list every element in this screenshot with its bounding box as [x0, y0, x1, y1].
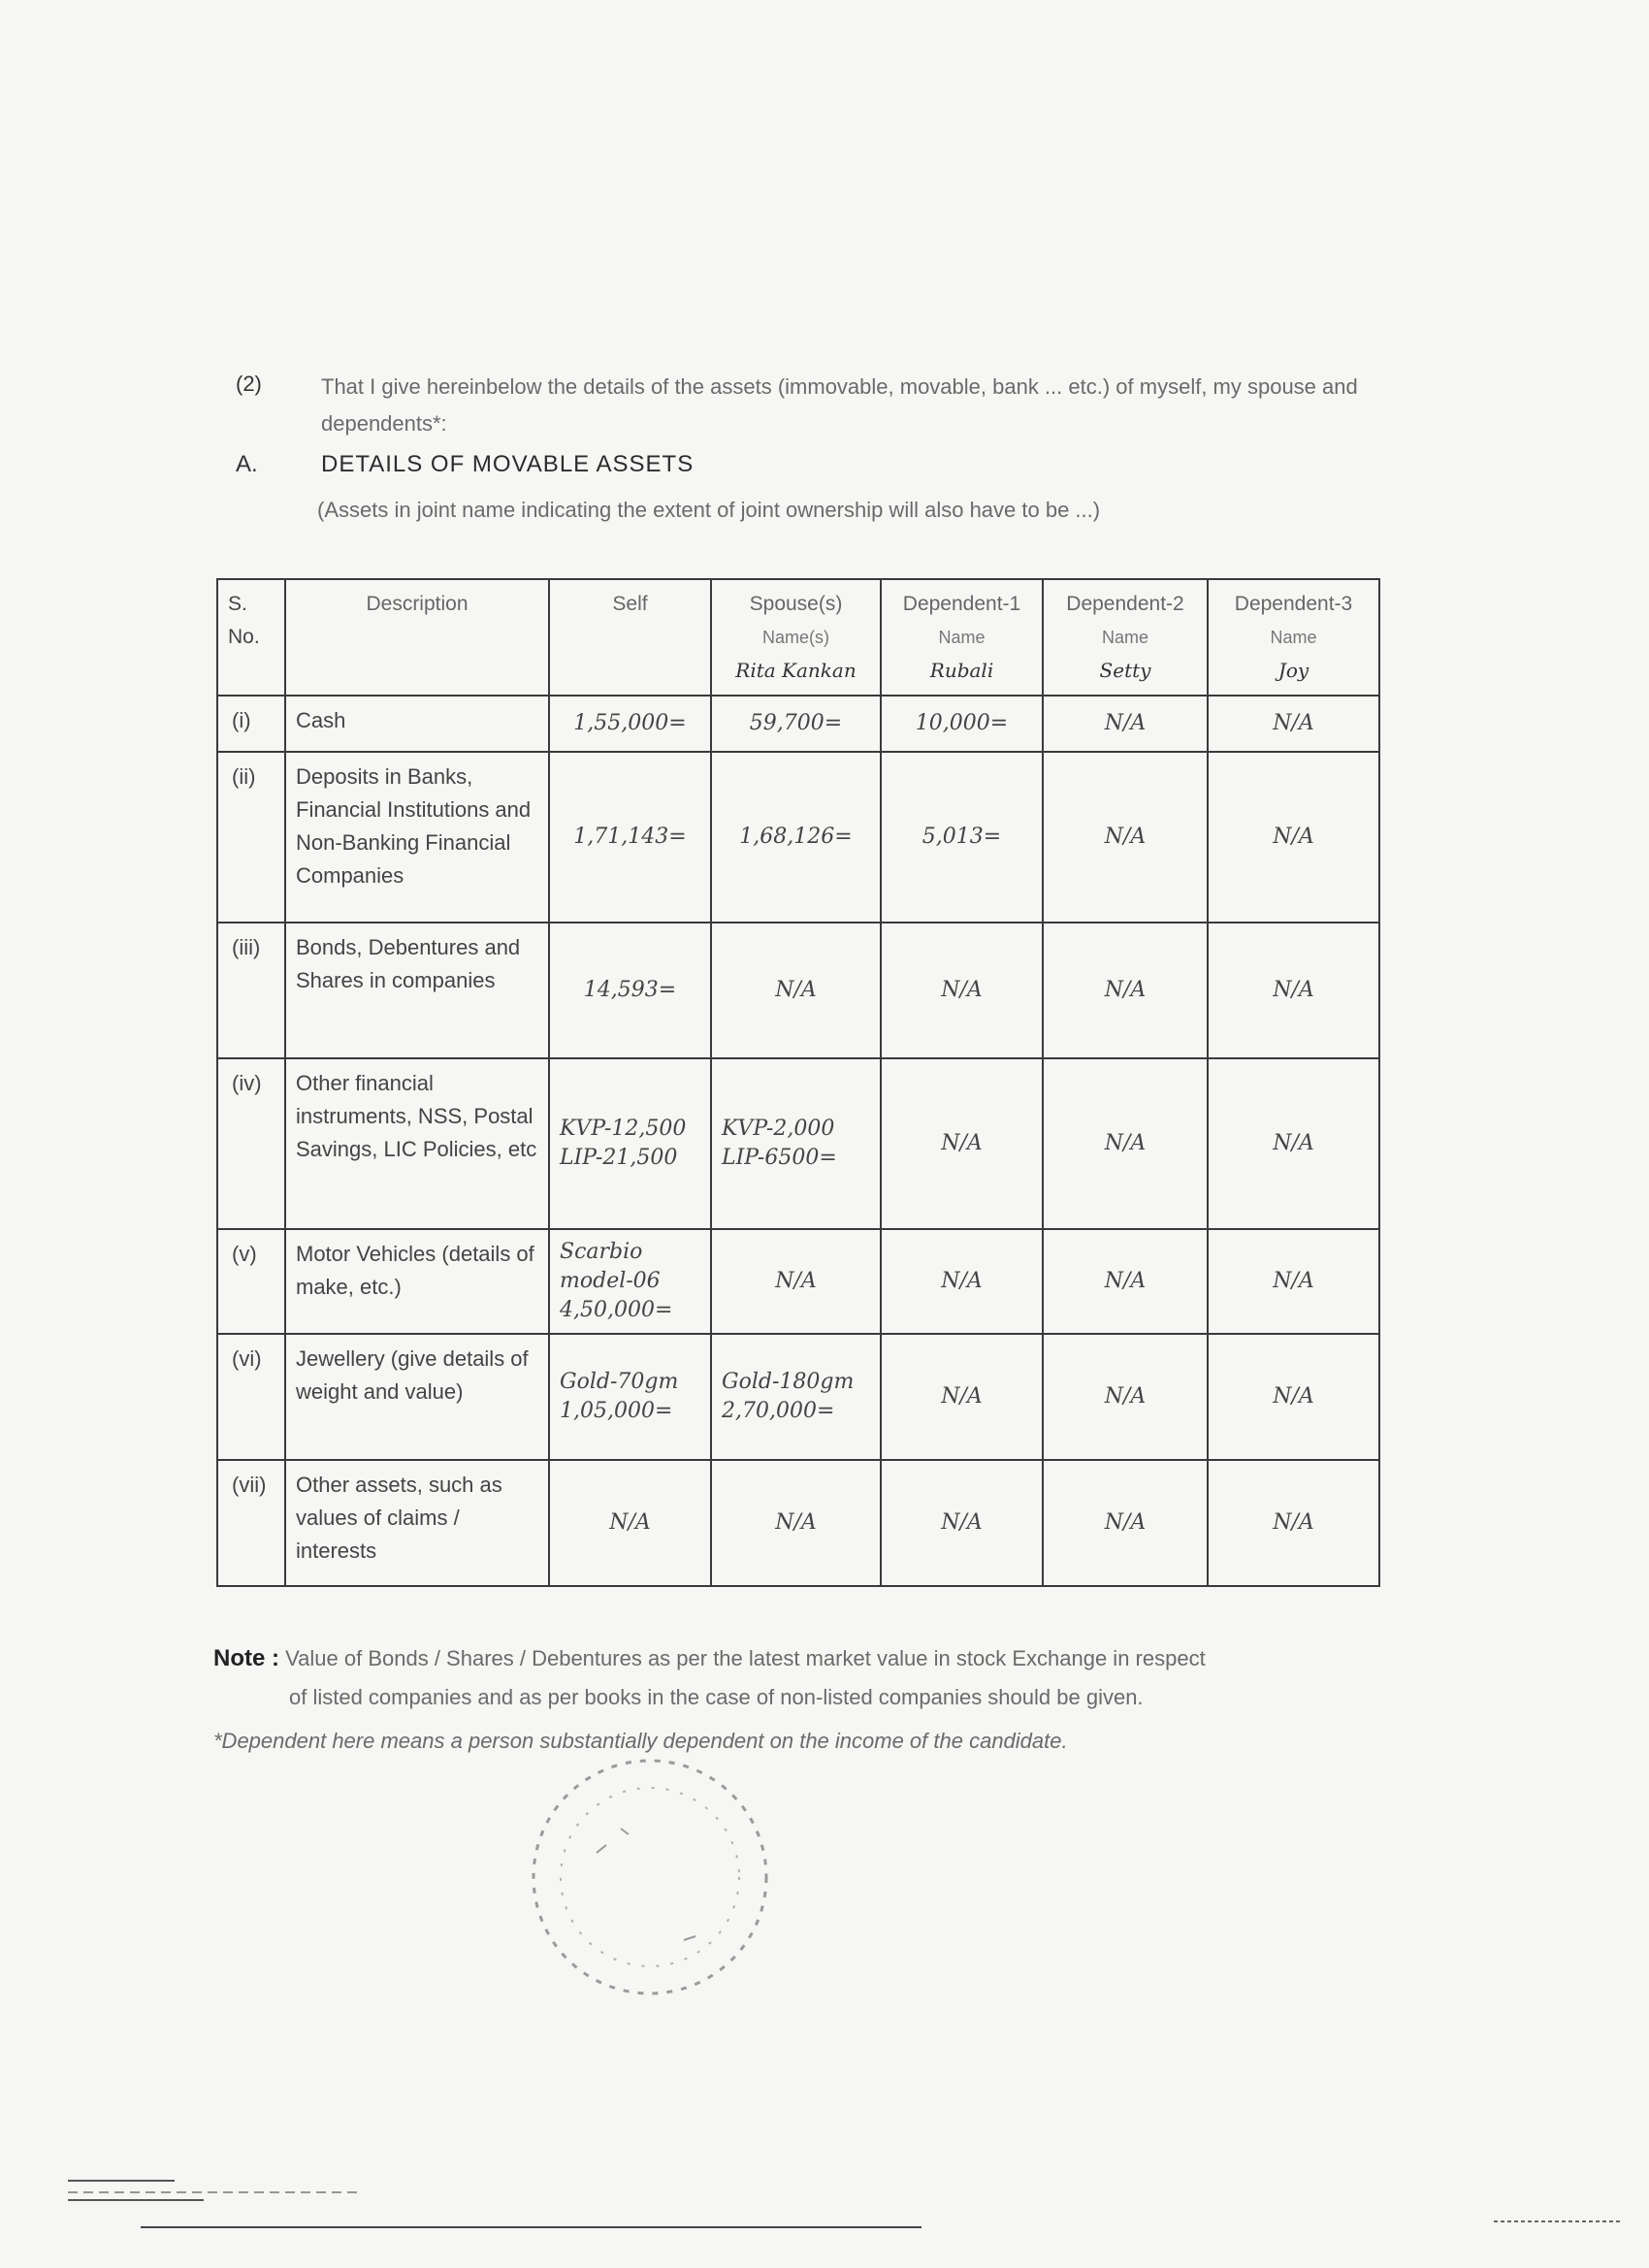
- row-description: Motor Vehicles (details of make, etc.): [285, 1229, 549, 1334]
- row-spouse-value: Gold-180gm 2,70,000=: [711, 1334, 881, 1460]
- row-sno: (ii): [217, 752, 285, 923]
- dependent-footnote: *Dependent here means a person substantially dependent on the income of the candidate.: [213, 1729, 1068, 1753]
- row-description: Other financial instruments, NSS, Postal Savings, LIC Policies, etc: [285, 1058, 549, 1229]
- header-dependent-1: [881, 579, 1043, 696]
- row-spouse-value: 59,700=: [711, 696, 881, 752]
- dependent-3-name: Joy: [1277, 659, 1310, 682]
- movable-assets-table: [216, 578, 1380, 1587]
- header-dependent-2: [1043, 579, 1208, 696]
- note-label: Note :: [213, 1645, 279, 1671]
- row-self-value: N/A: [549, 1460, 711, 1586]
- dependent-1-name: Rubali: [929, 659, 994, 682]
- dependent-2-name: Setty: [1099, 659, 1151, 682]
- row-dependent-2-value: N/A: [1043, 1229, 1208, 1334]
- header-dependent-3-label: Dependent-3: [1234, 593, 1353, 615]
- note-line-1: [213, 1639, 1436, 1678]
- row-description: Other assets, such as values of claims / interests: [285, 1460, 549, 1586]
- table-row: [217, 696, 1379, 752]
- row-dependent-2-value: N/A: [1043, 752, 1208, 923]
- header-dependent-2-name-label: Name: [1101, 628, 1148, 647]
- table-row: [217, 1334, 1379, 1460]
- section-letter: A.: [236, 451, 258, 477]
- row-dependent-3-value: N/A: [1208, 752, 1379, 923]
- row-dependent-1-value: N/A: [881, 923, 1043, 1058]
- row-dependent-1-value: N/A: [881, 1334, 1043, 1460]
- official-seal-stamp: [504, 1736, 795, 2018]
- row-sno: (iv): [217, 1058, 285, 1229]
- row-dependent-3-value: N/A: [1208, 1058, 1379, 1229]
- row-dependent-1-value: N/A: [881, 1058, 1043, 1229]
- row-description: Deposits in Banks, Financial Institutions and Non-Banking Financial Companies: [285, 752, 549, 923]
- section-subtitle: (Assets in joint name indicating the extent of joint ownership will also have to be ...): [317, 498, 1101, 522]
- note-text-1: Value of Bonds / Shares / Debentures as per the latest market value in stock Exchange in respect: [285, 1646, 1206, 1670]
- row-spouse-value: N/A: [711, 923, 881, 1058]
- row-dependent-3-value: N/A: [1208, 696, 1379, 752]
- paragraph-text: That I give hereinbelow the details of the assets (immovable, movable, bank ... etc.) of myself, my spouse and dependents*:: [321, 374, 1358, 436]
- row-spouse-value: N/A: [711, 1460, 881, 1586]
- row-dependent-3-value: N/A: [1208, 1229, 1379, 1334]
- row-self-value: Scarbio model-06 4,50,000=: [549, 1229, 711, 1334]
- paragraph-number: (2): [236, 372, 262, 396]
- row-sno: (v): [217, 1229, 285, 1334]
- row-description: Cash: [285, 696, 549, 752]
- row-dependent-2-value: N/A: [1043, 923, 1208, 1058]
- header-spouse: [711, 579, 881, 696]
- row-dependent-1-value: N/A: [881, 1460, 1043, 1586]
- row-self-value: 1,71,143=: [549, 752, 711, 923]
- table-row: [217, 752, 1379, 923]
- header-dependent-1-name-label: Name: [938, 628, 986, 647]
- footer-scan-lines: [68, 2171, 1620, 2249]
- row-sno: (i): [217, 696, 285, 752]
- header-dependent-2-label: Dependent-2: [1066, 593, 1184, 615]
- row-self-value: Gold-70gm 1,05,000=: [549, 1334, 711, 1460]
- row-self-value: KVP-12,500 LIP-21,500: [549, 1058, 711, 1229]
- table-header-row: [217, 579, 1379, 696]
- note-text-2: of listed companies and as per books in the case of non-listed companies should be given.: [289, 1685, 1144, 1709]
- header-spouse-name-label: Name(s): [761, 628, 829, 647]
- table-row: [217, 923, 1379, 1058]
- header-spouse-label: Spouse(s): [749, 593, 843, 615]
- row-self-value: 14,593=: [549, 923, 711, 1058]
- row-description: Bonds, Debentures and Shares in companies: [285, 923, 549, 1058]
- spouse-name: Rita Kankan: [735, 659, 857, 682]
- table-row: [217, 1058, 1379, 1229]
- header-sno: S. No.: [217, 579, 285, 696]
- header-description: Description: [285, 579, 549, 696]
- row-spouse-value: N/A: [711, 1229, 881, 1334]
- row-dependent-3-value: N/A: [1208, 923, 1379, 1058]
- row-dependent-1-value: 10,000=: [881, 696, 1043, 752]
- row-dependent-2-value: N/A: [1043, 1460, 1208, 1586]
- row-dependent-2-value: N/A: [1043, 1334, 1208, 1460]
- row-dependent-3-value: N/A: [1208, 1334, 1379, 1460]
- header-dependent-3: [1208, 579, 1379, 696]
- row-self-value: 1,55,000=: [549, 696, 711, 752]
- note-block: [213, 1639, 1436, 1717]
- table-row: [217, 1229, 1379, 1334]
- row-sno: (iii): [217, 923, 285, 1058]
- table-row: [217, 1460, 1379, 1586]
- row-spouse-value: 1,68,126=: [711, 752, 881, 923]
- row-dependent-2-value: N/A: [1043, 696, 1208, 752]
- row-dependent-1-value: N/A: [881, 1229, 1043, 1334]
- row-description: Jewellery (give details of weight and value): [285, 1334, 549, 1460]
- section-title: DETAILS OF MOVABLE ASSETS: [321, 451, 695, 477]
- header-dependent-1-label: Dependent-1: [902, 593, 1021, 615]
- row-sno: (vi): [217, 1334, 285, 1460]
- header-self: Self: [549, 579, 711, 696]
- row-dependent-3-value: N/A: [1208, 1460, 1379, 1586]
- row-dependent-2-value: N/A: [1043, 1058, 1208, 1229]
- row-spouse-value: KVP-2,000 LIP-6500=: [711, 1058, 881, 1229]
- row-sno: (vii): [217, 1460, 285, 1586]
- header-dependent-3-name-label: Name: [1270, 628, 1317, 647]
- row-dependent-1-value: 5,013=: [881, 752, 1043, 923]
